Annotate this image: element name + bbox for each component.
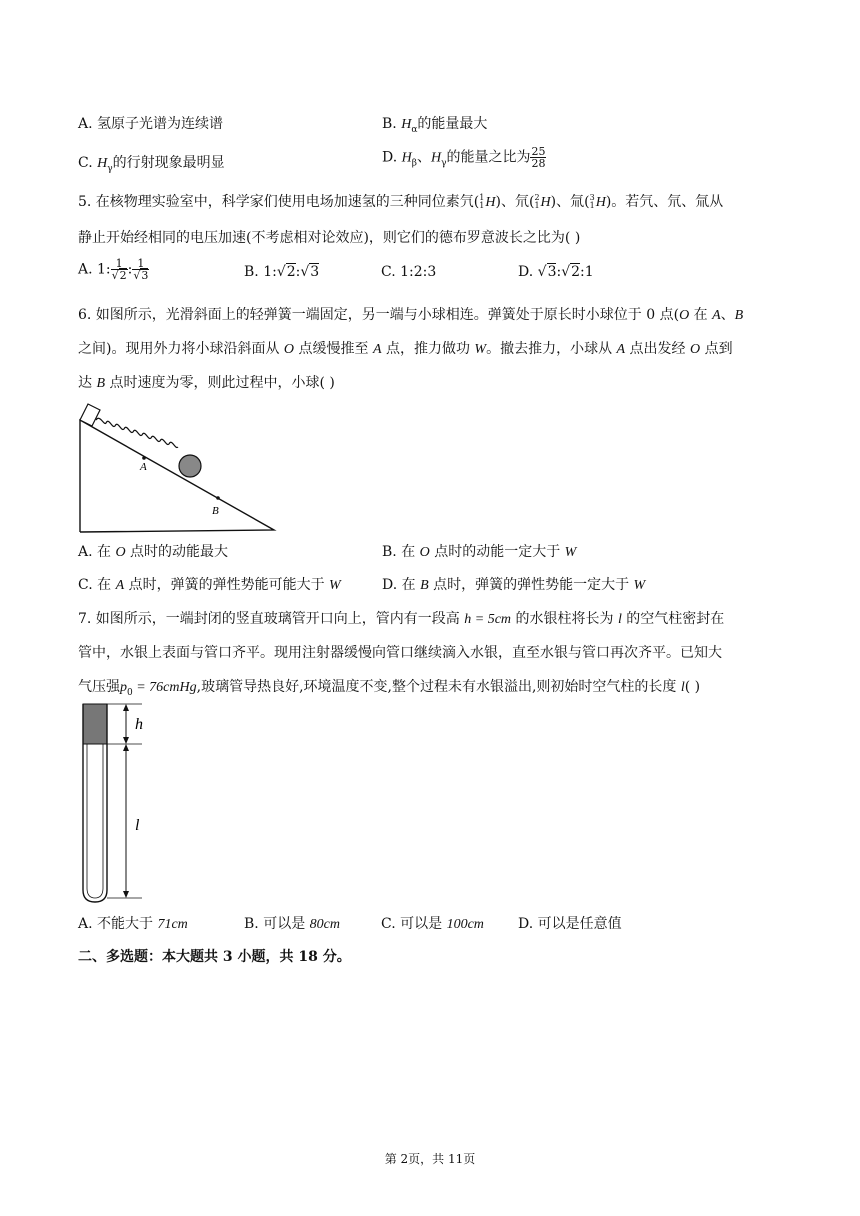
figure-label-b: B (212, 505, 219, 517)
figure-label-h: h (135, 716, 143, 733)
q4-option-b: B. $H_\alpha$的能量最大 (382, 116, 488, 135)
section-heading: 二、多选题：本大题共 3 小题，共 18 分。 (78, 949, 351, 965)
incline-spring-figure (78, 398, 278, 534)
q5-option-d: D. √3:√2:1 (518, 264, 594, 280)
q4-option-c: C. $H_\gamma$的行射现象最明显 (78, 155, 225, 174)
q6-line-2: 之间)。现用外力将小球沿斜面从 O 点缓慢推至 A 点，推力做功 W。撤去推力，小球从 A 点出发经 O 点到 (78, 341, 733, 357)
q6-option-c: C. 在 A 点时，弹簧的弹性势能可能大于 W (78, 577, 341, 593)
q6-option-b: B. 在 O 点时的动能一定大于 W (382, 544, 577, 560)
q4-option-a: A. 氢原子光谱为连续谱 (78, 116, 224, 132)
q7-line-3: 气压强$p_0$ = 76cmHg,玻璃管导热良好,环境温度不变,整个过程未有水银溢出,则初始时空气柱的长度 l( ) (78, 679, 701, 698)
q7-option-c: C. 可以是 100cm (381, 916, 484, 932)
q6-line-3: 达 B 点时速度为零，则此过程中，小球( ) (78, 375, 335, 391)
q6-option-a: A. 在 O 点时的动能最大 (78, 544, 229, 560)
glass-tube-figure (78, 702, 158, 904)
q7-line-2: 管中，水银上表面与管口齐平。现用注射器缓慢向管口继续滴入水银，直至水银与管口再次齐平。已知大 (78, 645, 722, 661)
q5-line-2: 静止开始经相同的电压加速(不考虑相对论效应)，则它们的德布罗意波长之比为( ) (78, 230, 581, 246)
q7-line-1: 7. 如图所示，一端封闭的竖直玻璃管开口向上，管内有一段高 h = 5cm 的水银柱将长为 l 的空气柱密封在 (78, 611, 725, 627)
page-footer: 第 2页，共 11页 (384, 1152, 476, 1166)
q6-option-d: D. 在 B 点时，弹簧的弹性势能一定大于 W (382, 577, 646, 593)
figure-label-l: l (135, 817, 140, 834)
q6-line-1: 6. 如图所示，光滑斜面上的轻弹簧一端固定，另一端与小球相连。弹簧处于原长时小球位于 0 点(O 在 A、B (78, 307, 744, 323)
q7-option-d: D. 可以是任意值 (518, 916, 622, 932)
q5-option-b: B. 1:√2:√3 (244, 264, 320, 280)
q5-option-a: A. 1: $\frac{1}{√2}$ : $\frac{1}{√3}$ (78, 257, 149, 282)
ratio-fraction: $\frac{25}{28}$ (531, 145, 546, 170)
figure-label-a: A (140, 461, 147, 473)
q5-line-1: 5. 在核物理实验室中，科学家们使用电场加速氢的三种同位素氕( 1 1 H)、氘( 2 1 H)、氚( 3 1 H)。若氕、氘、氚从 (78, 193, 724, 210)
q7-option-b: B. 可以是 80cm (244, 916, 340, 932)
q7-option-a: A. 不能大于 71cm (78, 916, 188, 932)
q5-option-c: C. 1:2:3 (381, 264, 437, 280)
q4-option-d: D. $H_\beta$、$H_\gamma$的能量之比为 $\frac{25}{28}$ (382, 145, 546, 170)
